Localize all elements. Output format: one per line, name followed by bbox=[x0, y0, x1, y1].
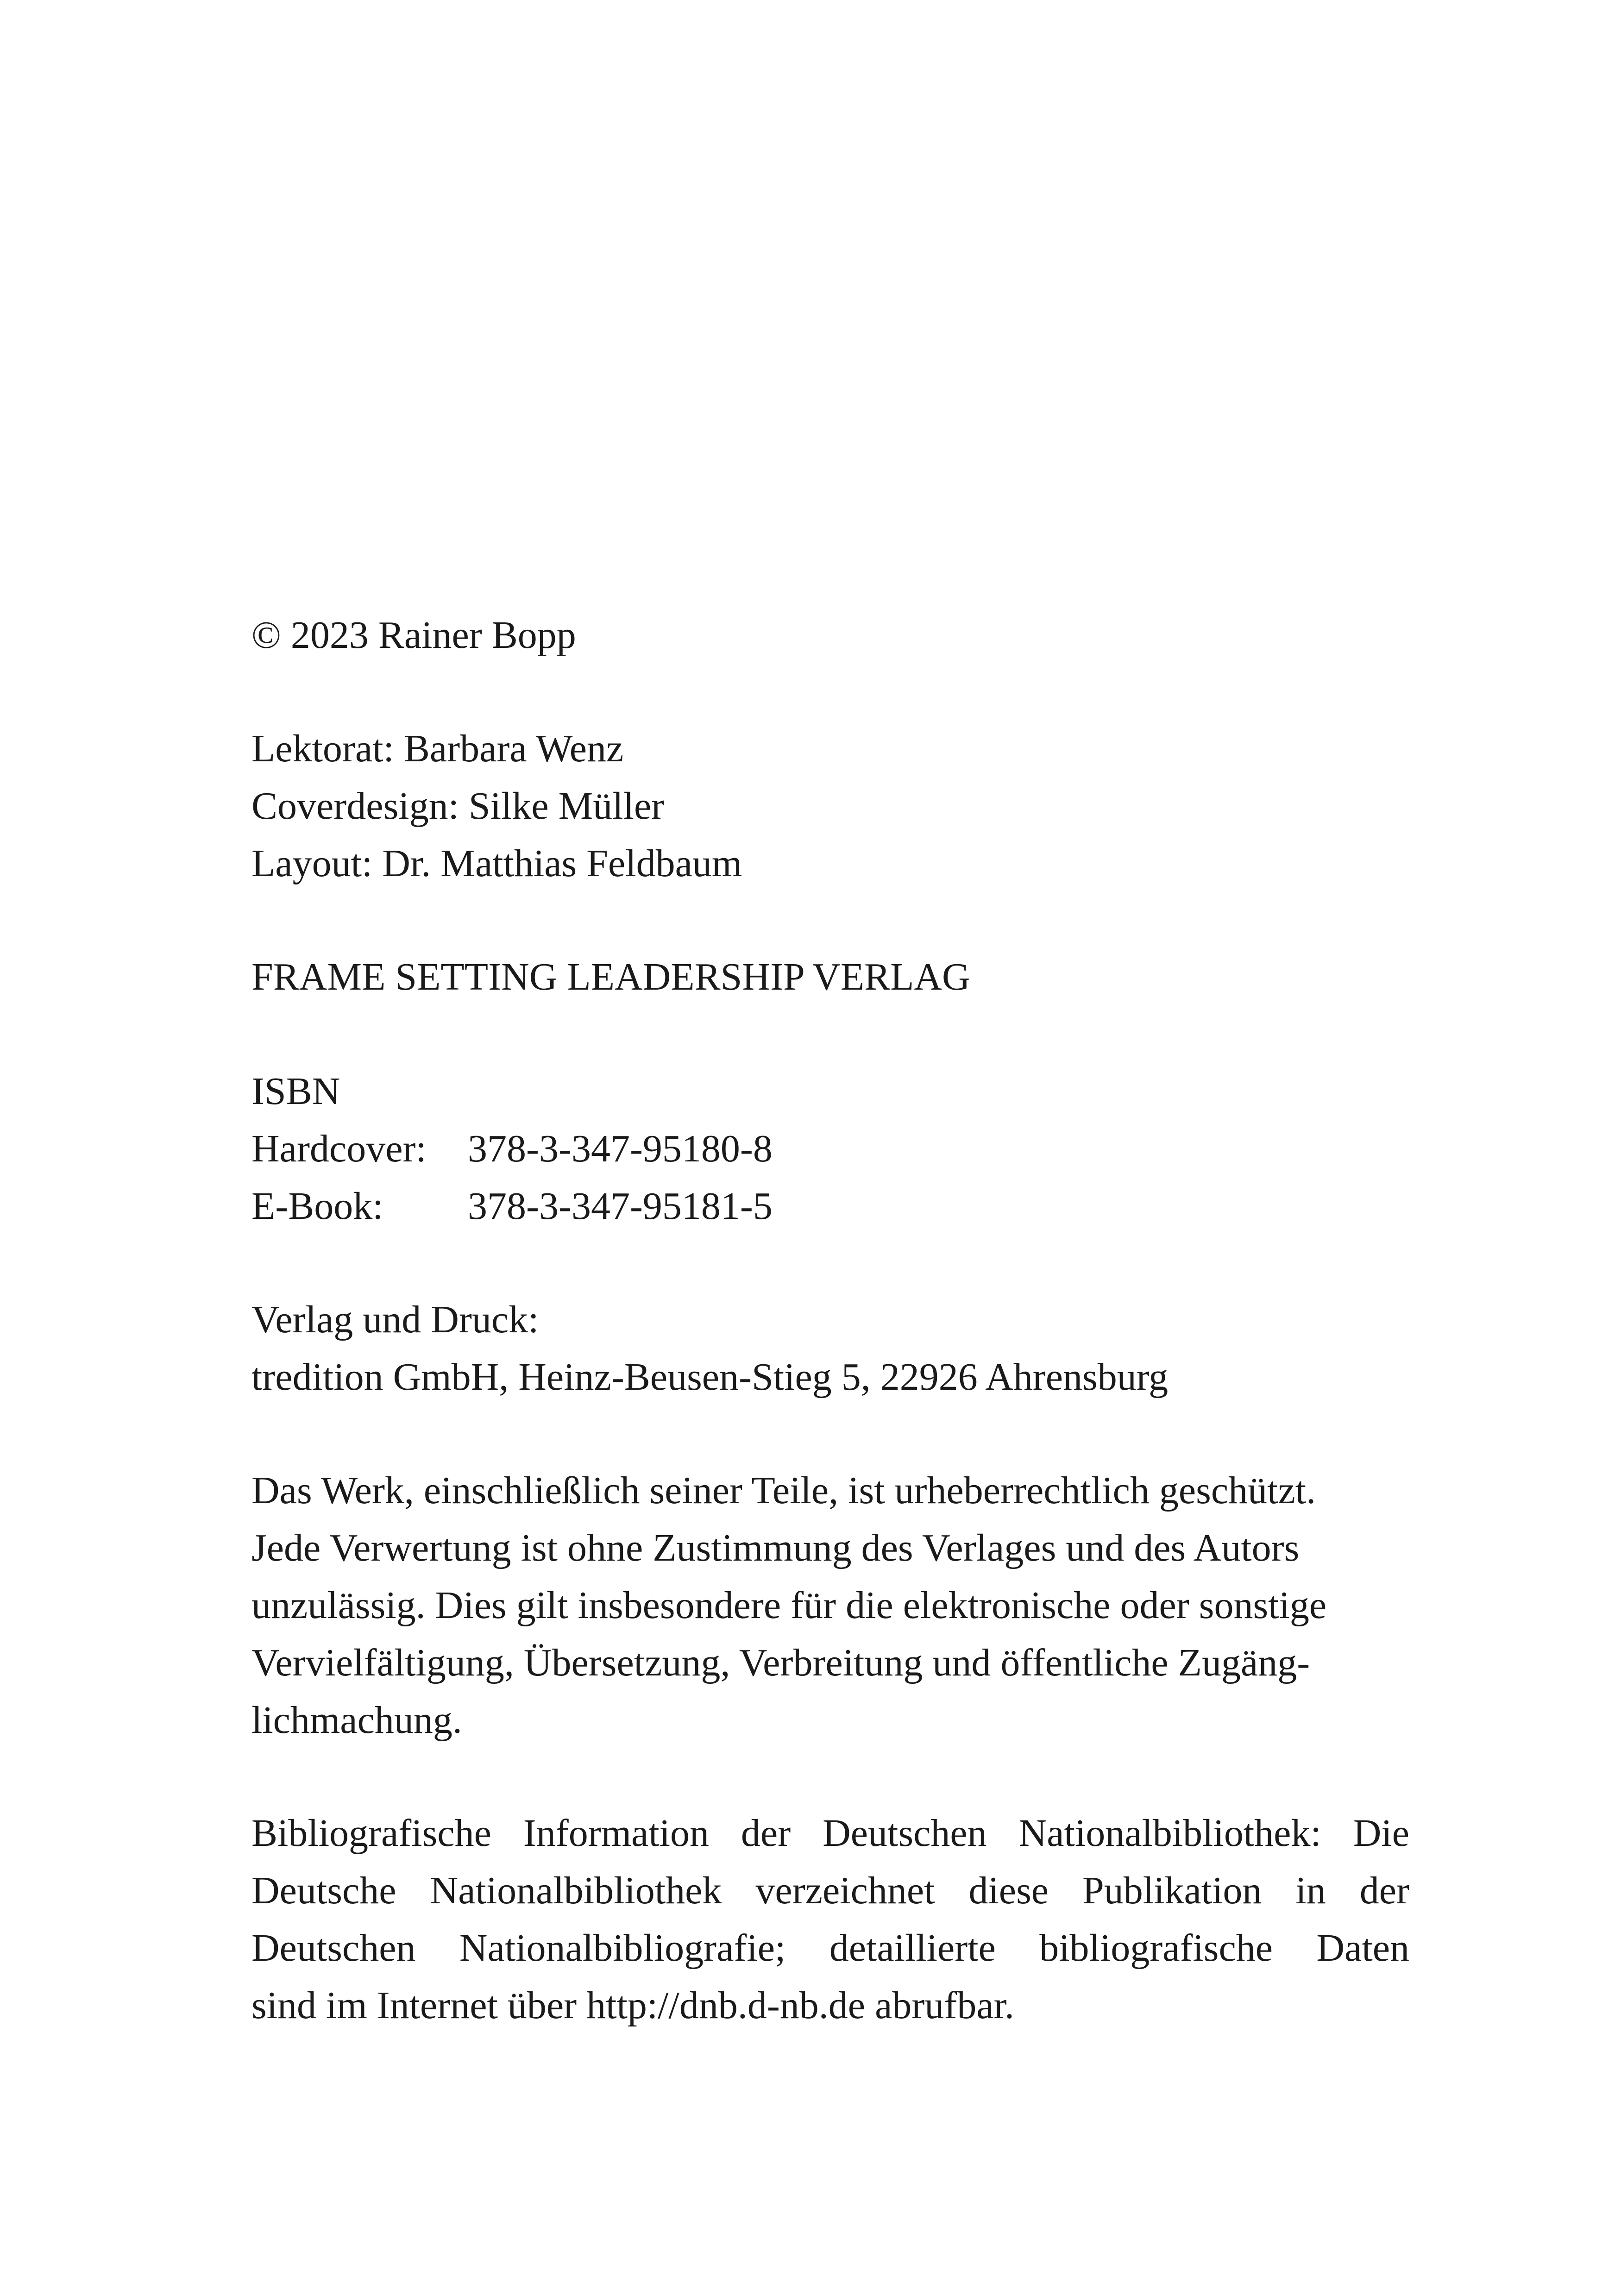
isbn-label: Hardcover: bbox=[251, 1127, 427, 1170]
isbn-heading: ISBN bbox=[251, 1070, 340, 1113]
isbn-value: 378-3-347-95180-8 bbox=[468, 1127, 773, 1170]
isbn-label: E-Book: bbox=[251, 1185, 383, 1228]
rights-line: lichmachung. bbox=[251, 1699, 462, 1742]
biblio-line: Bibliografische Information der Deutschen Nationalbibliothek: Die bbox=[251, 1812, 1409, 1855]
credit-editor: Lektorat: Barbara Wenz bbox=[251, 727, 624, 770]
biblio-line: sind im Internet über http://dnb.d-nb.de abrufbar. bbox=[251, 1984, 1014, 2027]
bibliographic-info-paragraph bbox=[251, 1805, 1409, 2034]
biblio-line: Deutsche Nationalbibliothek verzeichnet diese Publikation in der bbox=[251, 1869, 1409, 1912]
publisher-name: FRAME SETTING LEADERSHIP VERLAG bbox=[251, 955, 970, 998]
rights-paragraph bbox=[251, 1462, 1409, 1749]
isbn-value: 378-3-347-95181-5 bbox=[468, 1185, 773, 1228]
biblio-line: Deutschen Nationalbibliografie; detaillierte bibliografische Daten bbox=[251, 1926, 1409, 1970]
printing-heading: Verlag und Druck: bbox=[251, 1298, 539, 1341]
isbn-row-ebook bbox=[251, 1178, 1409, 1235]
copyright-notice bbox=[251, 607, 1409, 664]
rights-line: Jede Verwertung ist ohne Zustimmung des Verlages und des Autors bbox=[251, 1526, 1300, 1569]
isbn-block bbox=[251, 1063, 1409, 1235]
publisher-block bbox=[251, 948, 1409, 1006]
credit-layout: Layout: Dr. Matthias Feldbaum bbox=[251, 842, 742, 885]
credits-block bbox=[251, 720, 1409, 892]
rights-line: Das Werk, einschließlich seiner Teile, ist urheberrechtlich geschützt. bbox=[251, 1469, 1316, 1512]
rights-line: Vervielfältigung, Übersetzung, Verbreitung und öffentliche Zugäng- bbox=[251, 1641, 1310, 1684]
printing-address: tredition GmbH, Heinz-Beusen-Stieg 5, 22926 Ahrensburg bbox=[251, 1355, 1169, 1399]
credit-cover-design: Coverdesign: Silke Müller bbox=[251, 784, 665, 828]
copyright-line: © 2023 Rainer Bopp bbox=[251, 614, 576, 657]
isbn-row-hardcover bbox=[251, 1120, 1409, 1178]
printing-block bbox=[251, 1291, 1409, 1406]
rights-line: unzulässig. Dies gilt insbesondere für die elektronische oder sonstige bbox=[251, 1584, 1327, 1627]
